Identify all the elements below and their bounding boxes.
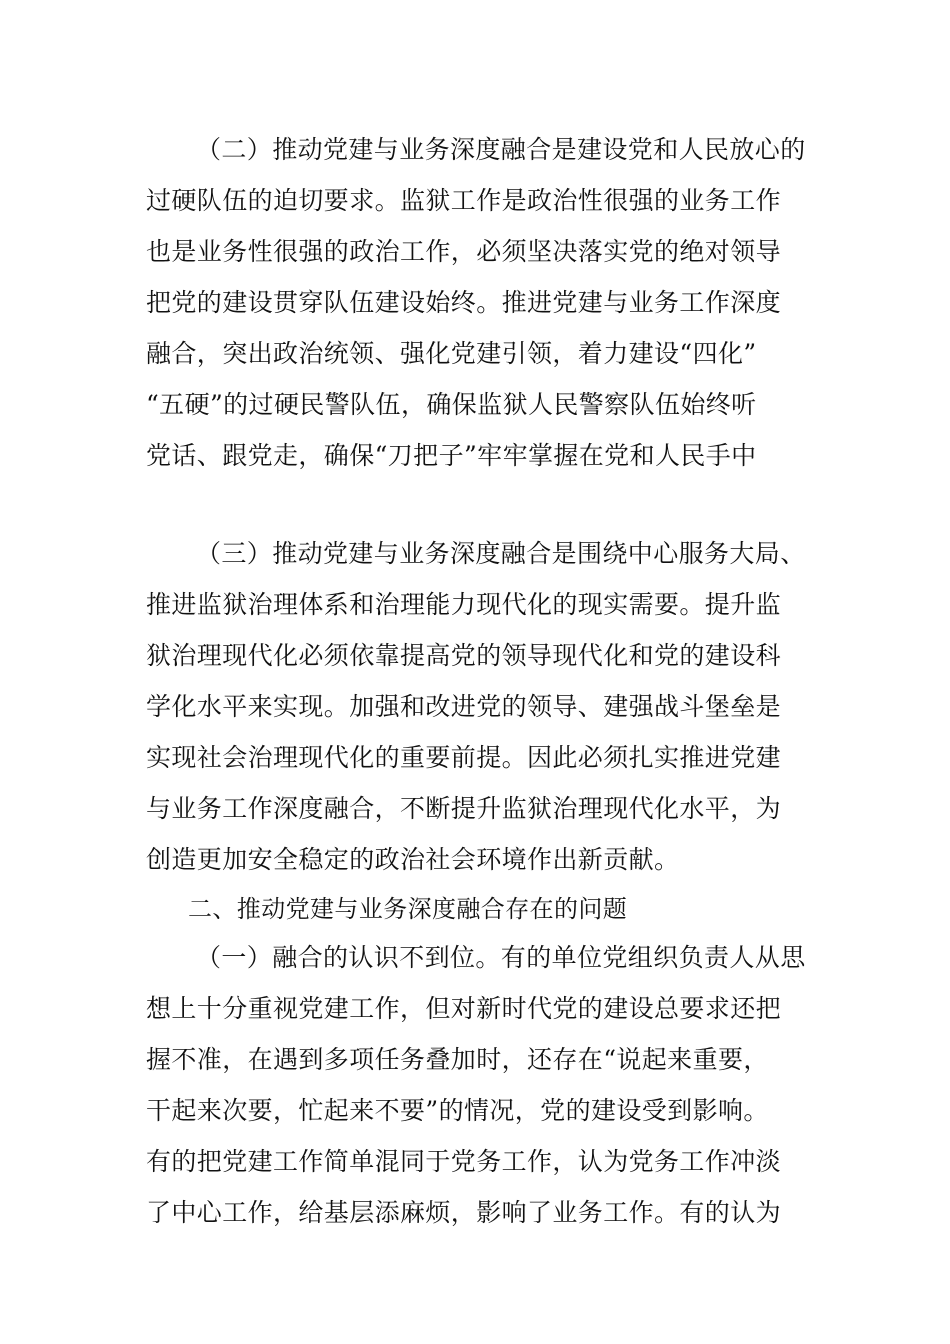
paragraph-2-line-1: （二）推动党建与业务深度融合是建设党和人民放心的 [196,135,806,164]
paragraph-3-line-4: 学化水平来实现。加强和改进党的领导、建强战斗堡垒是 [146,692,782,721]
paragraph-1-line-1: （一）融合的认识不到位。有的单位党组织负责人从思 [196,943,806,972]
paragraph-3-line-3: 狱治理现代化必须依靠提高党的领导现代化和党的建设科 [146,641,782,670]
paragraph-2-line-6: “五硬”的过硬民警队伍，确保监狱人民警察队伍始终听 [146,390,757,419]
paragraph-2-line-4: 把党的建设贯穿队伍建设始终。推进党建与业务工作深度 [146,288,782,317]
paragraph-1-line-3: 握不准，在遇到多项任务叠加时，还存在“说起来重要， [146,1045,769,1074]
paragraph-2-line-3: 也是业务性很强的政治工作，必须坚决落实党的绝对领导 [146,237,782,266]
paragraph-1-line-6: 了中心工作，给基层添麻烦，影响了业务工作。有的认为 [146,1198,782,1227]
section-heading: 二、推动党建与业务深度融合存在的问题 [188,895,628,923]
paragraph-1-line-5: 有的把党建工作简单混同于党务工作，认为党务工作冲淡 [146,1147,782,1176]
paragraph-1-line-4: 干起来次要，忙起来不要”的情况，党的建设受到影响。 [146,1096,769,1125]
paragraph-3-line-5: 实现社会治理现代化的重要前提。因此必须扎实推进党建 [146,743,782,772]
paragraph-3-line-6: 与业务工作深度融合，不断提升监狱治理现代化水平，为 [146,794,782,823]
paragraph-2-line-5: 融合，突出政治统领、强化党建引领，着力建设“四化” [146,339,757,368]
paragraph-1-line-2: 想上十分重视党建工作，但对新时代党的建设总要求还把 [146,994,782,1023]
paragraph-3-line-2: 推进监狱治理体系和治理能力现代化的现实需要。提升监 [146,590,782,619]
paragraph-2-line-7: 党话、跟党走，确保“刀把子”牢牢掌握在党和人民手中 [146,441,757,470]
paragraph-3-line-1: （三）推动党建与业务深度融合是围绕中心服务大局、 [196,539,806,568]
paragraph-2-line-2: 过硬队伍的迫切要求。监狱工作是政治性很强的业务工作 [146,186,782,215]
paragraph-3-line-7: 创造更加安全稳定的政治社会环境作出新贡献。 [146,845,680,874]
